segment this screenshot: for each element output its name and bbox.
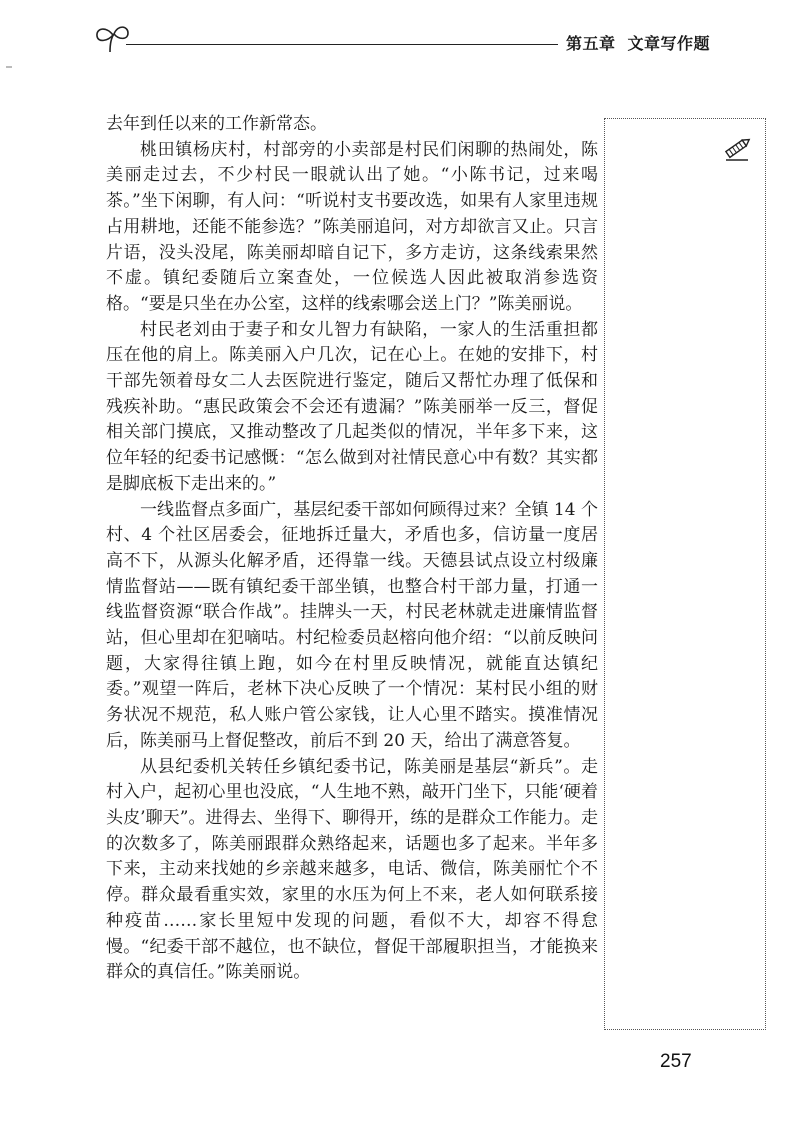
- paragraph: 从县纪委机关转任乡镇纪委书记，陈美丽是基层“新兵”。走村入户，起初心里也没底，“人生地不熟，敲开门坐下，只能‘硬着头皮’聊天”。进得去、坐得下、聊得开，练的是群众工作能力。走的次数多了，陈美丽跟群众熟络起来，话题也多了起来。半年多下来，主动来找她的乡亲越来越多，电话、微信，陈美丽忙个不停。群众最看重实效，家里的水压为何上不来，老人如何联系接种疫苗……家长里短中发现的问题，看似不大，却容不得怠慢。“纪委干部不越位，也不缺位，督促干部履职担当，才能换来群众的真信任。”陈美丽说。: [106, 756, 598, 983]
- paragraph: 一线监督点多面广，基层纪委干部如何顾得过来？全镇 14 个村、4 个社区居委会，征地拆迁量大，矛盾也多，信访量一度居高不下，从源头化解矛盾，还得靠一线。天德县试点设立村级廉情监督站——既有镇纪委干部坐镇，也整合村干部力量，打通一线监督资源“联合作战”。挂牌头一天，村民老林就走进廉情监督站，但心里却在犯嘀咕。村纪检委员赵榕向他介绍：“以前反映问题，大家得往镇上跑，如今在村里反映情况，就能直达镇纪委。”观望一阵后，老林下决心反映了一个情况：某村民小组的财务状况不规范，私人账户管公家钱，让人心里不踏实。摸准情况后，陈美丽马上督促整改，前后不到 20 天，给出了满意答复。: [106, 499, 598, 751]
- pencil-icon: [722, 134, 754, 162]
- chapter-number: 第五章: [566, 34, 616, 53]
- paragraph: 桃田镇杨庆村，村部旁的小卖部是村民们闲聊的热闹处，陈美丽走过去，不少村民一眼就认出了她。“小陈书记，过来喝茶。”坐下闲聊，有人问：“听说村支书要改选，如果有人家里违规占用耕地，还能不能参选？”陈美丽追问，对方却欲言又止。只言片语，没头没尾，陈美丽却暗自记下，多方走访，这条线索果然不虚。镇纪委随后立案查处，一位候选人因此被取消参选资格。“要是只坐在办公室，这样的线索哪会送上门？”陈美丽说。: [106, 139, 598, 314]
- chapter-heading: [566, 31, 710, 54]
- chapter-title: 文章写作题: [627, 34, 711, 53]
- notes-margin-box: [604, 118, 766, 1030]
- article-body: [106, 112, 598, 986]
- paragraph: 去年到任以来的工作新常态。: [106, 114, 327, 134]
- page-number: 257: [660, 1051, 692, 1072]
- margin-mark: [6, 66, 12, 68]
- sprout-ornament-icon: [92, 18, 132, 58]
- paragraph: 村民老刘由于妻子和女儿智力有缺陷，一家人的生活重担都压在他的肩上。陈美丽入户几次，记在心上。在她的安排下，村干部先领着母女二人去医院进行鉴定，随后又帮忙办理了低保和残疾补助。“惠民政策会不会还有遗漏？”陈美丽举一反三，督促相关部门摸底，又推动整改了几起类似的情况，半年多下来，这位年轻的纪委书记感慨：“怎么做到对社情民意心中有数？其实都是脚底板下走出来的。”: [106, 319, 598, 494]
- header-rule: [126, 44, 558, 45]
